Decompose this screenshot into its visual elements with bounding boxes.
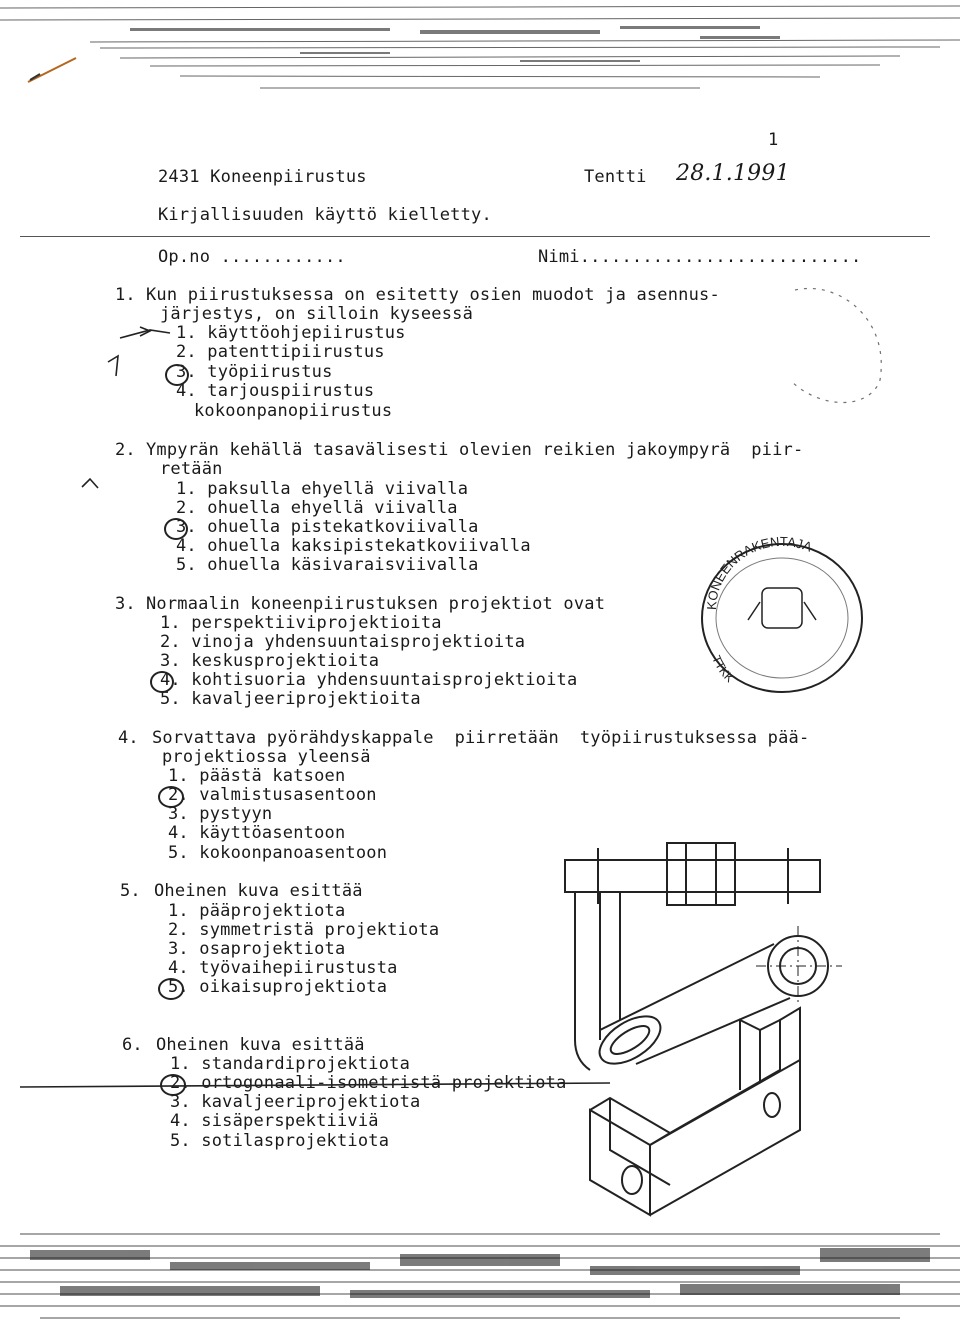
q1-option2: 2. patenttipiirustus bbox=[176, 342, 385, 362]
q1-line2: järjestys, on silloin kyseessä bbox=[160, 304, 474, 324]
q2-line2: retään bbox=[160, 459, 223, 479]
q5-option4: 4. työvaihepiirustusta bbox=[168, 958, 398, 978]
notice: Kirjallisuuden käyttö kielletty. bbox=[158, 205, 492, 225]
q3-option3: 3. keskusprojektioita bbox=[160, 651, 380, 671]
q1-line1: Kun piirustuksessa on esitetty osien muodot ja asennus- bbox=[146, 285, 720, 305]
q2-number: 2. bbox=[115, 440, 136, 460]
q5-option5: 5. oikaisuprojektiota bbox=[168, 977, 388, 997]
q2-option2: 2. ohuella ehyellä viivalla bbox=[176, 498, 458, 518]
q2-line1: Ympyrän kehällä tasavälisesti olevien reikien jakoympyrä piir- bbox=[146, 440, 804, 460]
stamp-text-bottom: TTKK bbox=[709, 653, 737, 686]
q2-option5: 5. ohuella käsivaraisviivalla bbox=[176, 555, 479, 575]
q6-option2: 2. ortogonaali-isometristä projektiota bbox=[170, 1073, 567, 1093]
q1-option5: kokoonpanopiirustus bbox=[194, 401, 393, 421]
q6-option1: 1. standardiprojektiota bbox=[170, 1054, 411, 1074]
q6-option4: 4. sisäperspektiiviä bbox=[170, 1111, 379, 1131]
scan-noise-bottom bbox=[0, 1218, 960, 1331]
q5-option3: 3. osaprojektiota bbox=[168, 939, 346, 959]
q2-option1: 1. paksulla ehyellä viivalla bbox=[176, 479, 469, 499]
q5-option1: 1. pääprojektiota bbox=[168, 901, 346, 921]
exam-label: Tentti bbox=[584, 167, 647, 187]
q3-option2: 2. vinoja yhdensuuntaisprojektioita bbox=[160, 632, 526, 652]
q2-option4: 4. ohuella kaksipistekatkoviivalla bbox=[176, 536, 531, 556]
exam-date: 28.1.1991 bbox=[676, 161, 790, 186]
q1-option1: 1. käyttöohjepiirustus bbox=[176, 323, 406, 343]
q6-number: 6. bbox=[122, 1035, 143, 1055]
q6-line1: Oheinen kuva esittää bbox=[156, 1035, 365, 1055]
q3-option4: 4. kohtisuoria yhdensuuntaisprojektioita bbox=[160, 670, 578, 690]
q4-option3: 3. pystyyn bbox=[168, 804, 273, 824]
stamp-text-top: KONEENRAKENTAJA bbox=[703, 533, 815, 611]
q4-line2: projektiossa yleensä bbox=[162, 747, 371, 767]
q1-option4: 4. tarjouspiirustus bbox=[176, 381, 375, 401]
q5-option2: 2. symmetristä projektiota bbox=[168, 920, 440, 940]
q4-option5: 5. kokoonpanoasentoon bbox=[168, 843, 388, 863]
q3-number: 3. bbox=[115, 594, 136, 614]
name-field: Nimi........................... bbox=[538, 247, 862, 267]
q5-line1: Oheinen kuva esittää bbox=[154, 881, 363, 901]
q6-option5: 5. sotilasprojektiota bbox=[170, 1131, 390, 1151]
q2-option3: 3. ohuella pistekatkoviivalla bbox=[176, 517, 479, 537]
q4-number: 4. bbox=[118, 728, 139, 748]
q3-line1: Normaalin koneenpiirustuksen projektiot ovat bbox=[146, 594, 606, 614]
q6-option3: 3. kavaljeeriprojektiota bbox=[170, 1092, 421, 1112]
student-number-field: Op.no ............ bbox=[158, 247, 346, 267]
course-title: 2431 Koneenpiirustus bbox=[158, 167, 367, 187]
q4-option4: 4. käyttöasentoon bbox=[168, 823, 346, 843]
q1-option3: 3. työpiirustus bbox=[176, 362, 333, 382]
q1-number: 1. bbox=[115, 285, 136, 305]
q3-option1: 1. perspektiiviprojektioita bbox=[160, 613, 442, 633]
q5-number: 5. bbox=[120, 881, 141, 901]
q4-line1: Sorvattava pyörähdyskappale piirretään työpiirustuksessa pää- bbox=[152, 728, 810, 748]
q4-option2: 2. valmistusasentoon bbox=[168, 785, 377, 805]
q4-option1: 1. päästä katsoen bbox=[168, 766, 346, 786]
q3-option5: 5. kavaljeeriprojektioita bbox=[160, 689, 421, 709]
page-number: 1 bbox=[768, 130, 779, 150]
